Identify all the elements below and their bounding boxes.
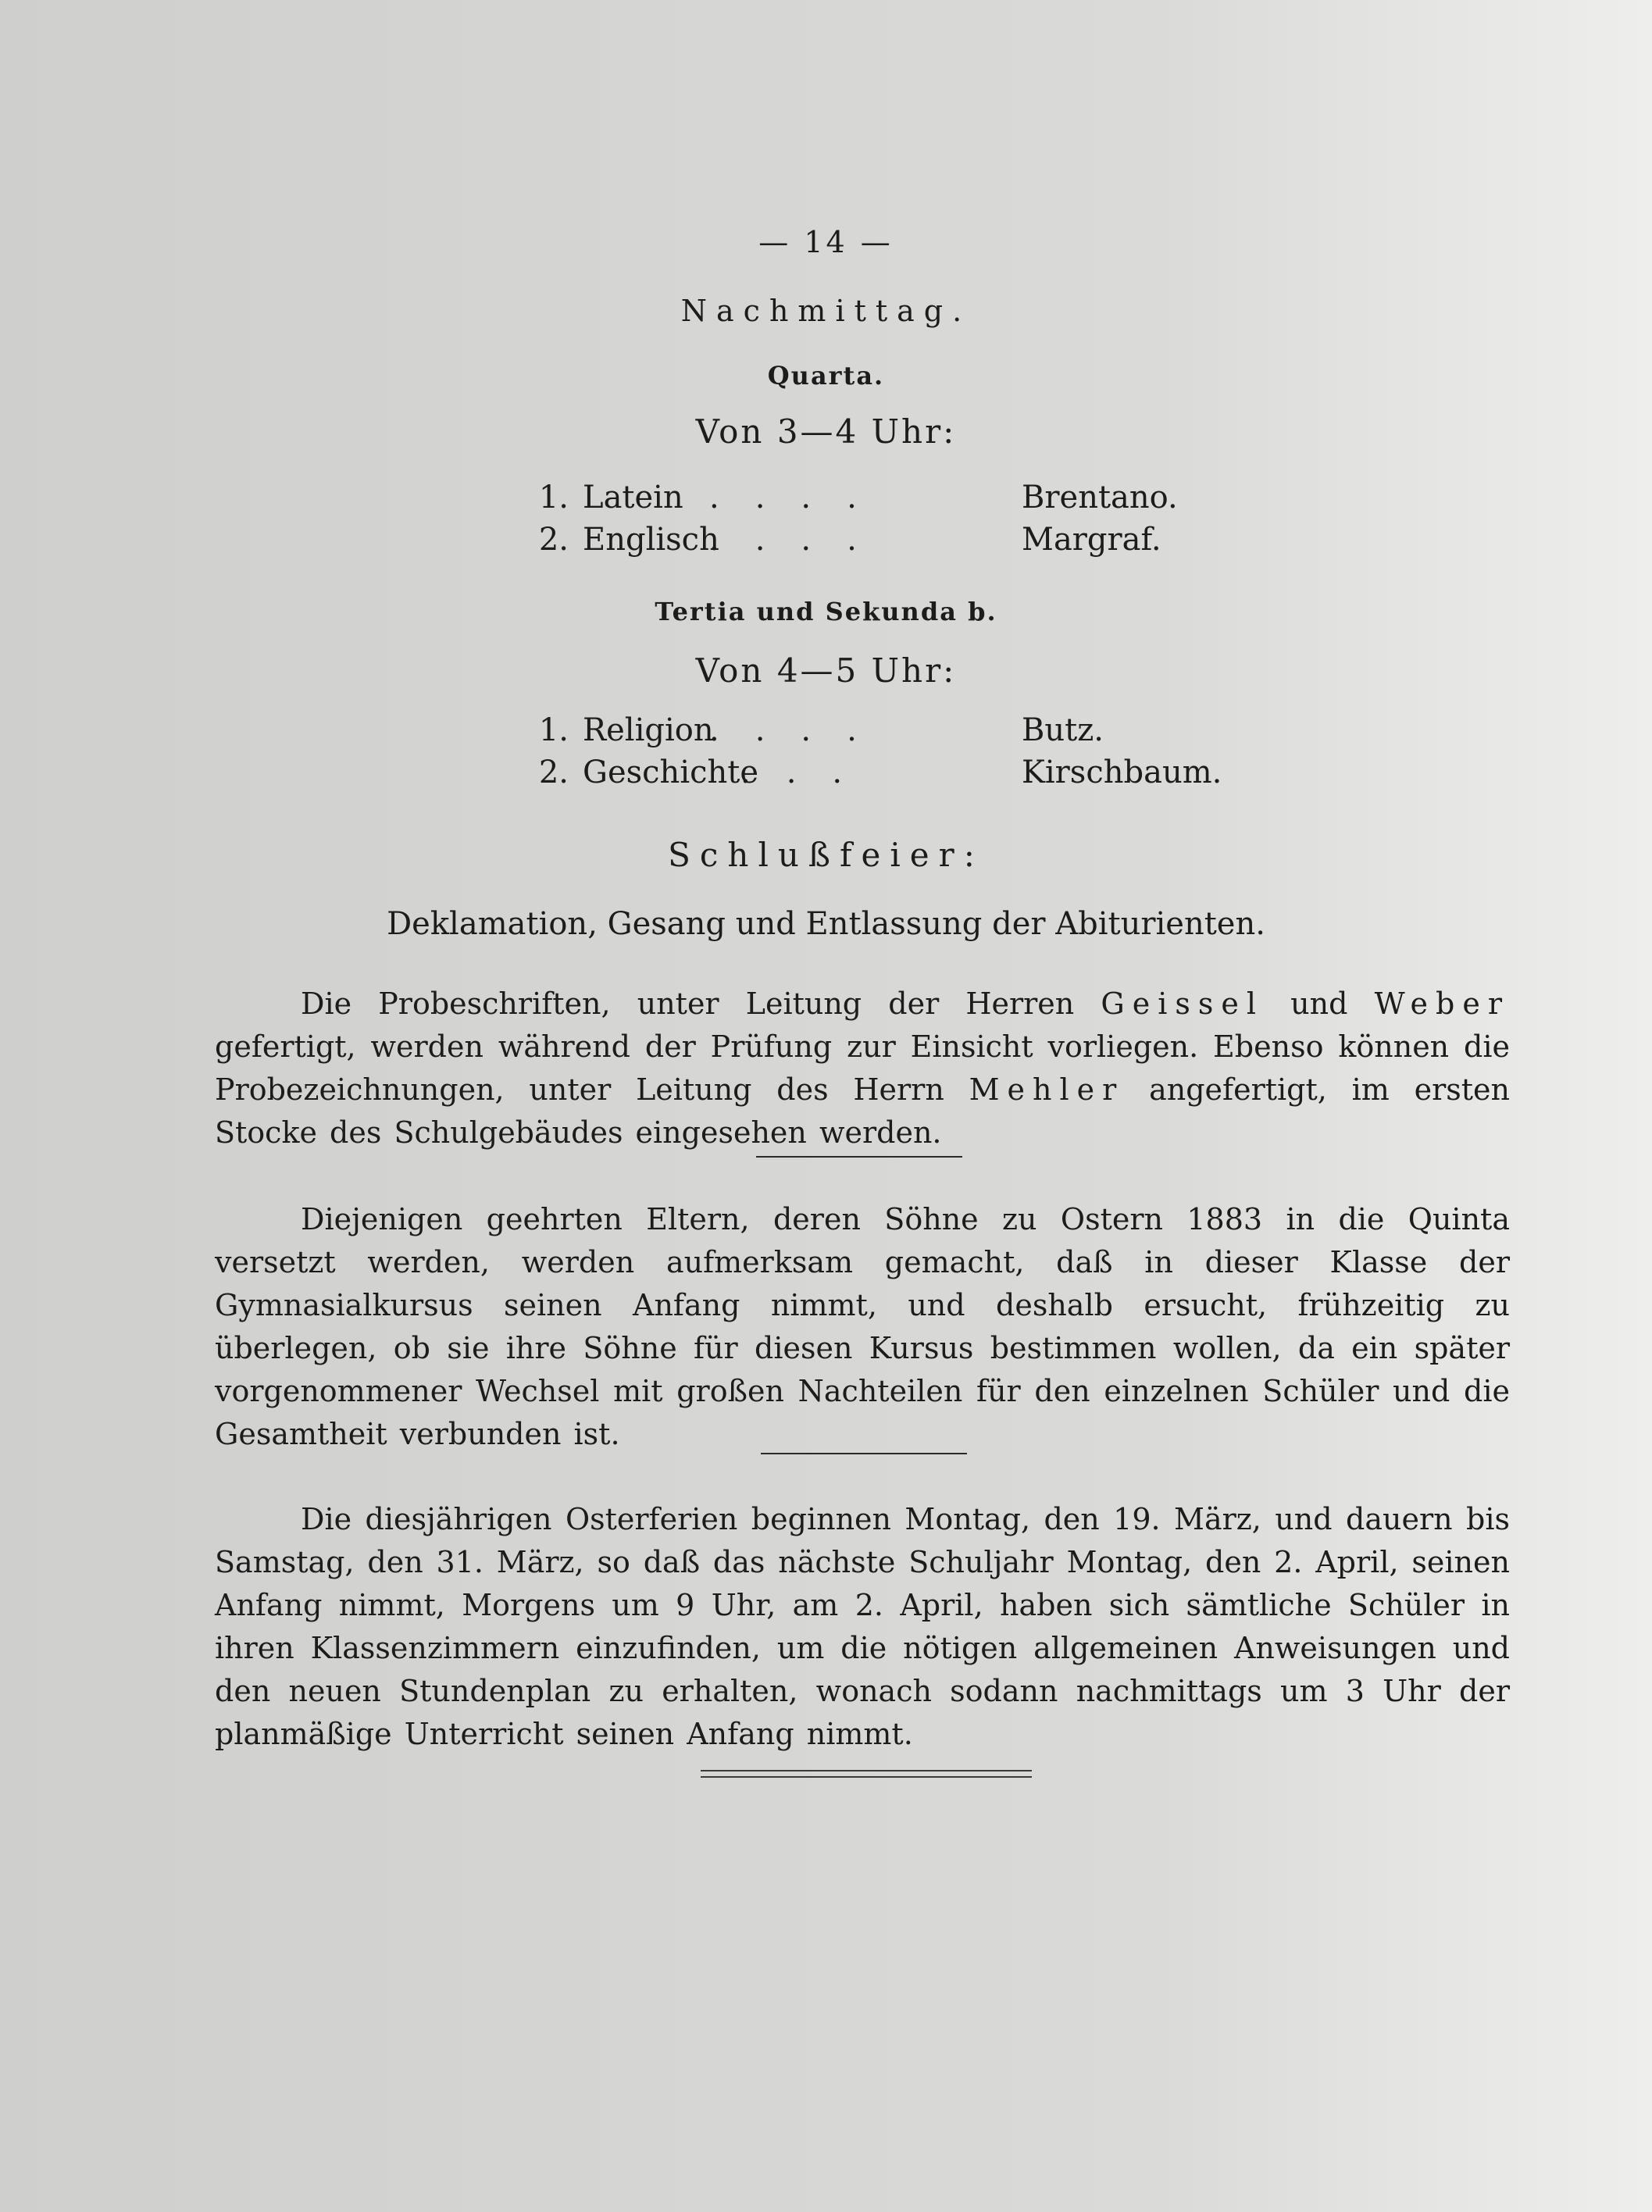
row-number: 2.	[538, 522, 569, 558]
subject-name: Latein	[583, 480, 683, 516]
closing-ceremony-heading: Schlußfeier:	[668, 836, 984, 874]
text-run: gefertigt, werden während der Prüfung zur Einsicht vorliegen. Ebenso können die Probezeichnungen, unter Leitung des Herrn	[215, 1029, 1510, 1107]
section-title: Nachmittag.	[680, 294, 972, 328]
closing-ceremony-text: Deklamation, Gesang und Entlassung der Abiturienten.	[387, 906, 1265, 942]
leader-dots: ....	[709, 480, 893, 516]
teacher-name: Kirschbaum.	[1022, 755, 1222, 790]
subject-name: Religion	[583, 712, 714, 748]
text-run: und	[1264, 986, 1375, 1021]
paragraph-osterferien: Die diesjährigen Osterferien beginnen Montag, den 19. März, und dauern bis Samstag, den 31. März, so daß das nächste Schuljahr Montag, den 2. April, seinen Anfang nimmt, Morgens um 9 Uhr, am 2. April, haben sich sämtliche Schüler in ihren Klassenzimmern einzufinden, um die nötigen allgemeinen Anweisungen und den neuen Stundenplan zu erhalten, wonach sodann nachmittags um 3 Uhr der planmäßige Unterricht seinen Anfang nimmt.	[215, 1502, 1510, 1751]
end-double-rule	[701, 1776, 1032, 1778]
end-double-rule	[701, 1770, 1032, 1771]
leader-dots: ....	[709, 522, 893, 558]
teacher-name-spaced: Mehler	[969, 1072, 1125, 1107]
paragraph-probeschriften	[215, 983, 1510, 1154]
teacher-name: Brentano.	[1022, 480, 1178, 516]
leader-dots: ...	[740, 755, 879, 790]
text-run: Die Probeschriften, unter Leitung der Herren	[301, 986, 1101, 1021]
row-number: 2.	[538, 755, 569, 790]
class-heading-quarta: Quarta.	[767, 361, 885, 391]
leader-dots: ....	[709, 712, 893, 748]
time-slot-2: Von 4—5 Uhr:	[695, 651, 957, 690]
separator-rule	[761, 1453, 967, 1454]
subject-name: Geschichte	[583, 755, 759, 790]
row-number: 1.	[538, 712, 569, 748]
class-heading-tertia: Tertia und Sekunda b.	[655, 597, 997, 626]
page-number: — 14 —	[758, 225, 894, 259]
teacher-name: Butz.	[1022, 712, 1104, 748]
subject-name: Englisch	[583, 522, 719, 558]
text-run: angefertigt, im ersten Stocke des Schulgebäudes eingesehen werden.	[215, 1072, 1510, 1150]
teacher-name-spaced: Weber	[1374, 986, 1510, 1021]
separator-rule	[756, 1156, 962, 1158]
time-slot-1: Von 3—4 Uhr:	[695, 412, 957, 451]
paragraph-quinta-notice: Diejenigen geehrten Eltern, deren Söhne zu Ostern 1883 in die Quinta versetzt werden, werden aufmerksam gemacht, daß in dieser Klasse der Gymnasialkursus seinen Anfang nimmt, und deshalb ersucht, frühzeitig zu überlegen, ob sie ihre Söhne für diesen Kursus bestimmen wollen, da ein später vorgenommener Wechsel mit großen Nachteilen für den einzelnen Schüler und die Gesamtheit verbunden ist.	[215, 1202, 1510, 1451]
row-number: 1.	[538, 480, 569, 516]
teacher-name: Margraf.	[1022, 522, 1161, 558]
teacher-name-spaced: Geissel	[1101, 986, 1265, 1021]
